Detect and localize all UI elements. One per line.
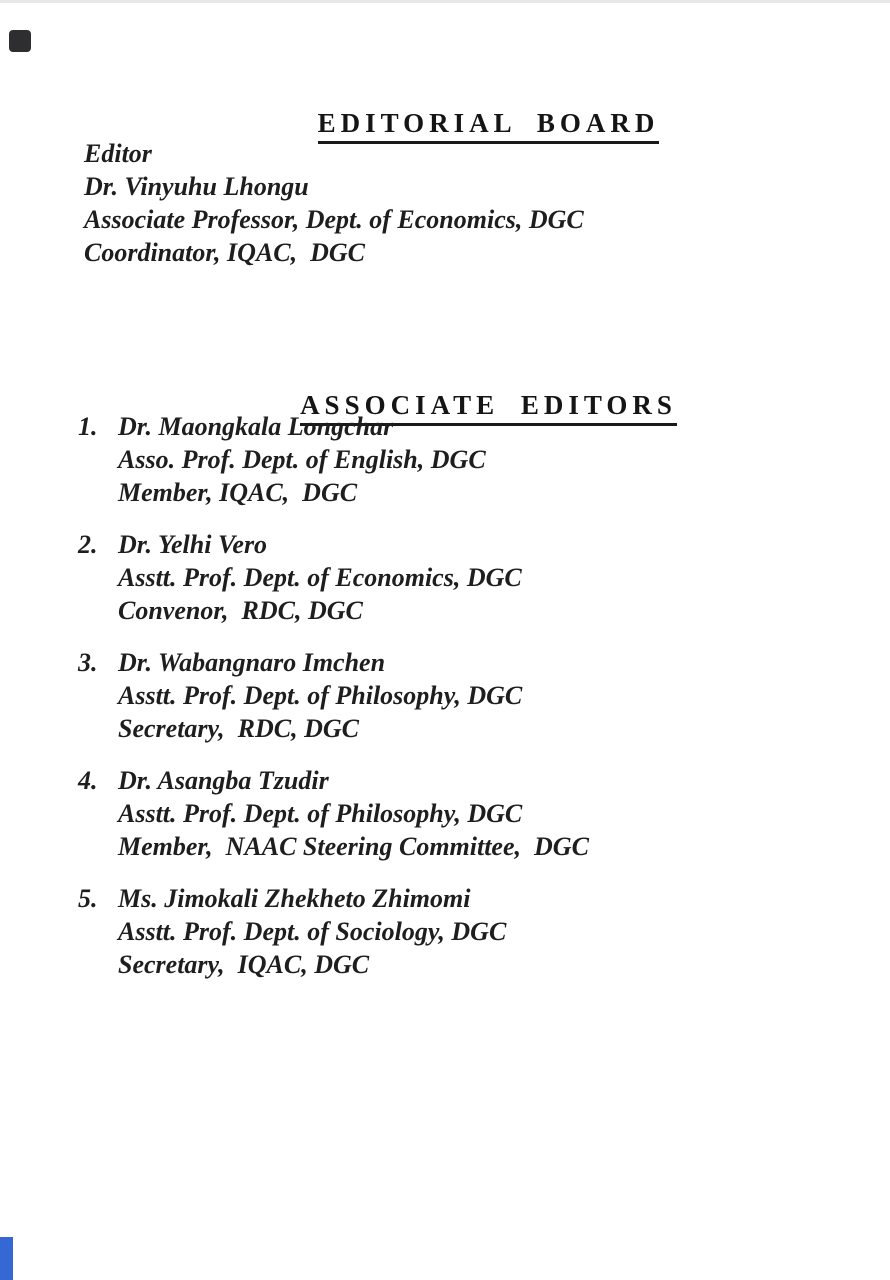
item-number: 1. (78, 412, 98, 441)
member-role: Member, IQAC, DGC (118, 478, 358, 507)
editor-section-label: Editor (84, 139, 152, 168)
item-number: 3. (78, 648, 98, 677)
associate-editor-item (78, 410, 589, 509)
member-designation: Asstt. Prof. Dept. of Sociology, DGC (118, 917, 507, 946)
member-role: Secretary, IQAC, DGC (118, 950, 370, 979)
associate-editors-list (78, 410, 589, 1000)
editor-section (84, 137, 584, 269)
item-number: 5. (78, 884, 98, 913)
member-name: Dr. Wabangnaro Imchen (118, 648, 386, 677)
editor-name: Dr. Vinyuhu Lhongu (84, 172, 309, 201)
item-number: 4. (78, 766, 98, 795)
member-role: Convenor, RDC, DGC (118, 596, 363, 625)
top-edge-strip (0, 0, 890, 3)
member-designation: Asstt. Prof. Dept. of Philosophy, DGC (118, 799, 523, 828)
member-designation: Asso. Prof. Dept. of English, DGC (118, 445, 486, 474)
member-designation: Asstt. Prof. Dept. of Economics, DGC (118, 563, 522, 592)
associate-editor-item (78, 646, 589, 745)
item-text (118, 646, 522, 745)
member-role: Secretary, RDC, DGC (118, 714, 359, 743)
item-text (118, 882, 506, 981)
editorial-board-title: EDITORIAL BOARD (318, 108, 660, 144)
item-text (118, 410, 486, 509)
associate-editor-item (78, 882, 589, 981)
associate-editor-item (78, 764, 589, 863)
member-name: Dr. Maongkala Longchar (118, 412, 394, 441)
editor-role: Coordinator, IQAC, DGC (84, 238, 366, 267)
item-number: 2. (78, 530, 98, 559)
scan-artifact-mark-top-left (9, 30, 31, 52)
scan-artifact-mark-bottom-left (0, 1237, 13, 1280)
member-name: Dr. Asangba Tzudir (118, 766, 329, 795)
associate-editors-title: ASSOCIATE EDITORS (300, 390, 677, 426)
editor-designation: Associate Professor, Dept. of Economics, DGC (84, 205, 584, 234)
member-role: Member, NAAC Steering Committee, DGC (118, 832, 589, 861)
associate-editor-item (78, 528, 589, 627)
item-text (118, 764, 589, 863)
member-name: Dr. Yelhi Vero (118, 530, 268, 559)
item-text (118, 528, 522, 627)
member-name: Ms. Jimokali Zhekheto Zhimomi (118, 884, 471, 913)
member-designation: Asstt. Prof. Dept. of Philosophy, DGC (118, 681, 523, 710)
